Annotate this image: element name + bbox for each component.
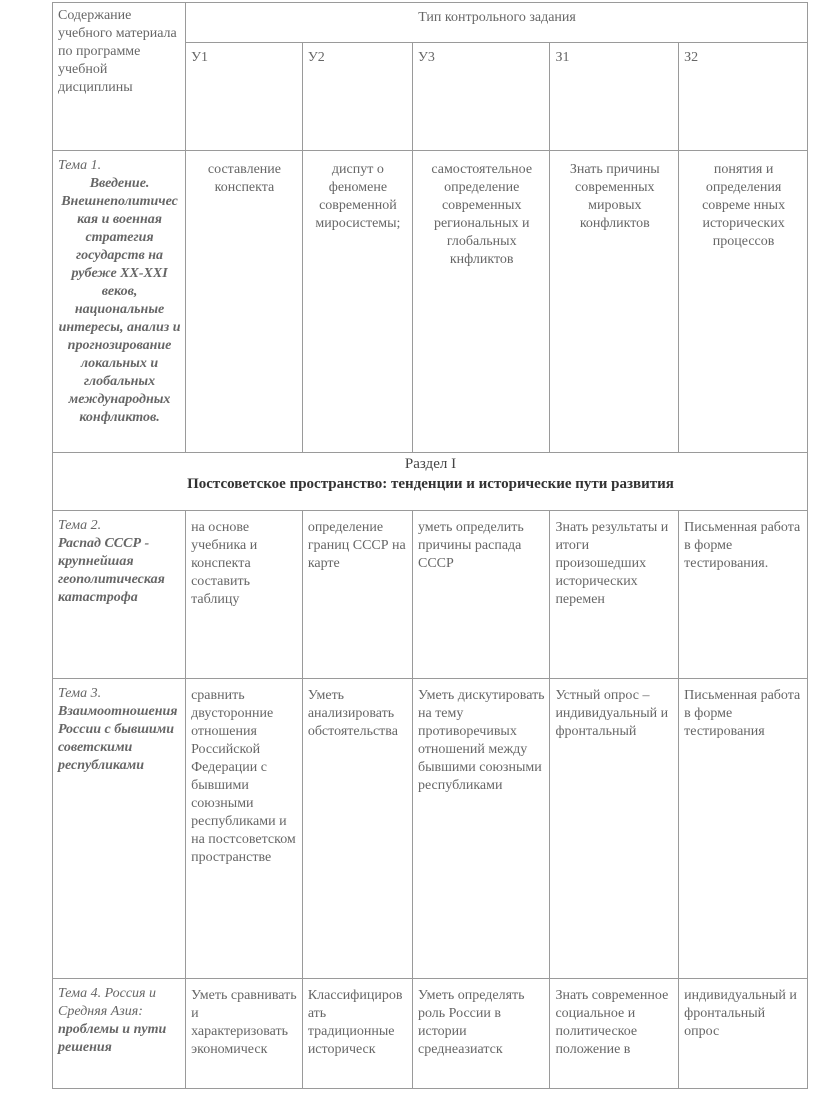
section-1-label: Раздел I: [404, 456, 457, 472]
topic-4-u3: Уметь определять роль России в истории среднеазиатск: [412, 979, 549, 1089]
section-1-row: [53, 453, 808, 511]
topic-3-u2: Уметь анализировать обстоятельства: [302, 679, 412, 979]
topic-1-title: Тема 1.: [58, 158, 102, 173]
topic-3-u3: Уметь дискутировать на тему противоречивых отношений между бывшими союзными республиками: [412, 679, 549, 979]
header-u3: У3: [412, 43, 549, 151]
header-z1: З1: [550, 43, 679, 151]
topic-2-u1: на основе учебника и конспекта составить таблицу: [186, 511, 303, 679]
topic-3-z1: Устный опрос – индивидуальный и фронтальный: [550, 679, 679, 979]
topic-2-z1: Знать результаты и итоги произошедших исторических перемен: [550, 511, 679, 679]
section-1-cell: [53, 453, 808, 511]
topic-4-row: [53, 979, 808, 1089]
topic-1-u2: диспут о феномене современной миросистемы;: [302, 151, 412, 453]
topic-2-cell: [53, 511, 186, 679]
topic-3-title: Тема 3.: [58, 686, 102, 701]
header-u2: У2: [302, 43, 412, 151]
topic-1-u3: самостоятельное определение современных региональных и глобальных кнфликтов: [412, 151, 549, 453]
topic-2-body: Распад СССР - крупнейшая геополитическая катастрофа: [58, 536, 165, 605]
topic-3-body: Взаимоотношения России с бывшими советскими республиками: [58, 704, 178, 773]
topic-2-title: Тема 2.: [58, 518, 102, 533]
topic-4-z1: Знать современное социальное и политическое положение в: [550, 979, 679, 1089]
topic-1-z2: понятия и определения совреме нных исторических процессов: [679, 151, 808, 453]
topic-4-u2: Классифицировать традиционные историческ: [302, 979, 412, 1089]
topic-3-row: [53, 679, 808, 979]
header-z2: З2: [679, 43, 808, 151]
topic-1-row: [53, 151, 808, 453]
topic-3-u1: сравнить двусторонние отношения Российской Федерации с бывшими союзными республиками и на постсоветском пространстве: [186, 679, 303, 979]
topic-4-cell: [53, 979, 186, 1089]
topic-4-body: проблемы и пути решения: [58, 1022, 167, 1055]
topic-4-u1: Уметь сравнивать и характеризовать экономическ: [186, 979, 303, 1089]
header-u1: У1: [186, 43, 303, 151]
topic-4-z2: индивидуальный и фронтальный опрос: [679, 979, 808, 1089]
topic-3-z2: Письменная работа в форме тестирования: [679, 679, 808, 979]
topic-2-u2: определение границ СССР на карте: [302, 511, 412, 679]
header-row-1: [53, 3, 808, 43]
topic-4-title: Тема 4. Россия и Средняя Азия:: [58, 986, 157, 1019]
control-tasks-table: [52, 2, 808, 1089]
topic-1-cell: [53, 151, 186, 453]
topic-2-u3: уметь определить причины распада СССР: [412, 511, 549, 679]
topic-2-z2: Письменная работа в форме тестирования.: [679, 511, 808, 679]
topic-3-cell: [53, 679, 186, 979]
section-1-title: Постсоветское пространство: тенденции и исторические пути развития: [187, 476, 674, 492]
topic-1-body: Введение. Внешнеполитическая и военная стратегия государств на рубеже XX-XXI веков, национальные интересы, анализ и прогнозирование локальных и глобальных международных конфликтов.: [58, 176, 181, 425]
topic-2-row: [53, 511, 808, 679]
header-task-type-cell: Тип контрольного задания: [186, 3, 808, 43]
topic-1-z1: Знать причины современных мировых конфликтов: [550, 151, 679, 453]
topic-1-u1: составление конспекта: [186, 151, 303, 453]
header-content-cell: Содержание учебного материала по программе учебной дисциплины: [53, 3, 186, 151]
